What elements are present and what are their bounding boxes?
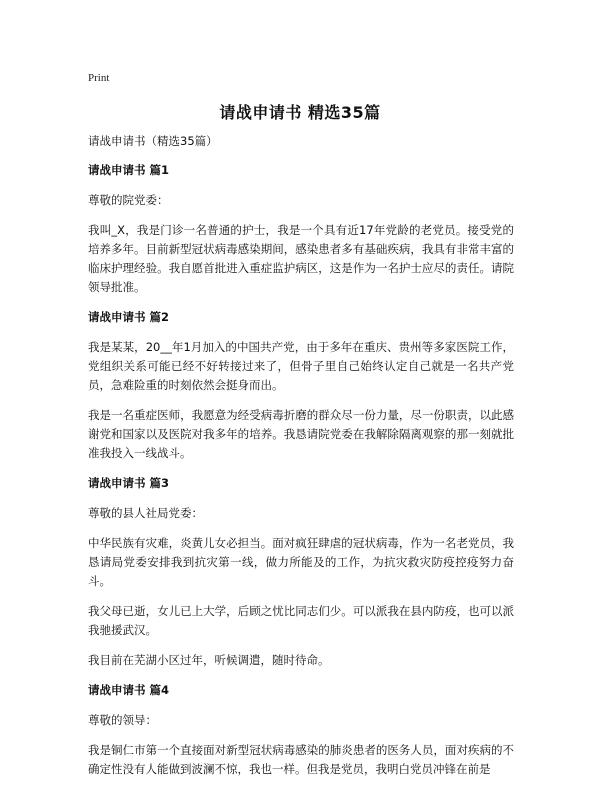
section-heading: 请战申请书 篇4	[88, 683, 170, 697]
paragraph: 我叫_X，我是门诊一名普通的护士，我是一个具有近17年党龄的老党员。接受党的培养多年。目前新型冠状病毒感染期间，感染患者多有基础疾病，我具有非常丰富的临床护理经验。我自愿首批进入重症监护病区，这是作为一名护士应尽的责任。请院领导批准。	[88, 223, 514, 294]
paragraph: 我目前在芜湖小区过年，听候调遣，随时待命。	[88, 653, 330, 667]
page-title: 请战申请书 精选35篇	[219, 103, 381, 122]
print-link[interactable]: Print	[88, 72, 110, 84]
section-heading: 请战申请书 篇3	[88, 476, 170, 490]
paragraph: 我是某某，20__年1月加入的中国共产党，由于多年在重庆、贵州等多家医院工作，党组织关系可能已经不好转接过来了，但骨子里自己始终认定自己就是一名共产党员，急难险重的时刻依然会挺身而出。	[88, 340, 514, 392]
paragraph: 我父母已逝，女儿已上大学，后顾之忧比同志们少。可以派我在县内防疫，也可以派我驰援武汉。	[88, 604, 514, 637]
section-1	[88, 161, 514, 297]
paragraph: 我是一名重症医师，我愿意为经受病毒折磨的群众尽一份力量，尽一份职责，以此感谢党和国家以及医院对我多年的培养。我恳请院党委在我解除隔离观察的那一刻就批准我投入一线战斗。	[88, 408, 514, 460]
document-body	[88, 132, 514, 790]
section-heading: 请战申请书 篇2	[88, 310, 170, 324]
salutation: 尊敬的领导：	[88, 713, 157, 727]
salutation: 尊敬的县人社局党委：	[88, 506, 203, 520]
section-3	[88, 474, 514, 670]
section-4	[88, 681, 514, 779]
paragraph: 我是铜仁市第一个直接面对新型冠状病毒感染的肺炎患者的医务人员，面对疾病的不确定性没有人能做到波澜不惊，我也一样。但我是党员，我明白党员冲锋在前是	[88, 743, 514, 776]
section-2	[88, 308, 514, 463]
document-subtitle: 请战申请书（精选35篇）	[88, 134, 218, 148]
paragraph: 中华民族有灾难，炎黄儿女必担当。面对疯狂肆虐的冠状病毒，作为一名老党员，我恳请局党委安排我到抗灾第一线，做力所能及的工作，为抗灾救灾防疫控疫努力奋斗。	[88, 536, 514, 588]
section-heading: 请战申请书 篇1	[88, 163, 170, 177]
salutation: 尊敬的院党委：	[88, 193, 169, 207]
